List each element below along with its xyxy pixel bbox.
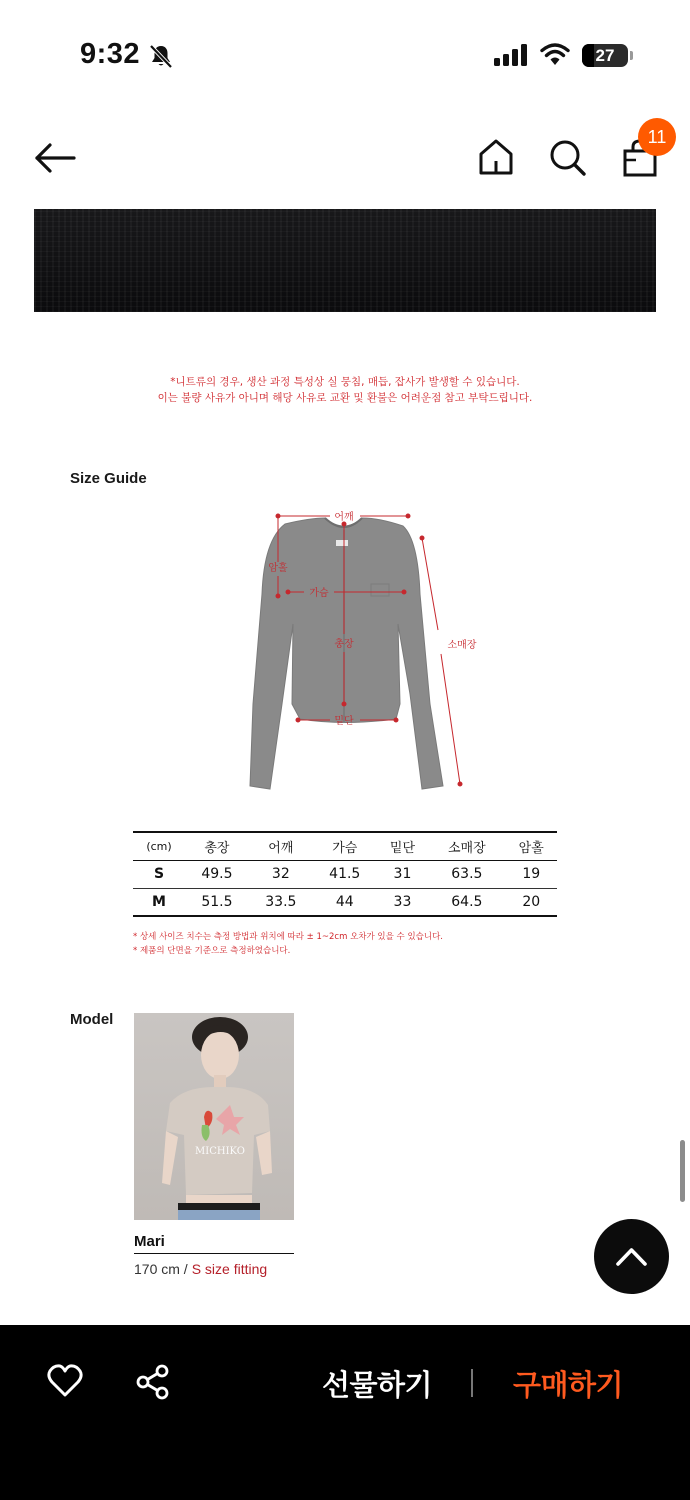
diagram-label-chest: 가슴 bbox=[309, 588, 329, 599]
size-table-cell: 20 bbox=[522, 893, 541, 910]
buy-button[interactable]: 구매하기 bbox=[513, 1368, 624, 1402]
bar-divider bbox=[471, 1369, 473, 1397]
diagram-label-sleeve: 소매장 bbox=[447, 640, 477, 651]
notice-line-2: 이는 불량 사유가 아니며 해당 사유로 교환 및 환불은 어려운점 참고 부탁드립니다. bbox=[157, 392, 533, 404]
share-icon[interactable] bbox=[135, 1364, 171, 1400]
size-guide-title: Size Guide bbox=[70, 470, 147, 487]
size-note: * 상세 사이즈 치수는 측정 방법과 위치에 따라 ± 1~2cm 오차가 있을 수 있습니다. bbox=[133, 932, 444, 942]
size-table-header: 밑단 bbox=[389, 840, 416, 856]
wifi-icon bbox=[540, 42, 570, 66]
diagram-label-length: 총장 bbox=[334, 639, 354, 650]
size-table-header-row bbox=[133, 832, 557, 860]
size-table-cell: 49.5 bbox=[201, 866, 233, 882]
size-table-header: 가슴 bbox=[332, 840, 358, 856]
size-table-row-m bbox=[133, 888, 557, 916]
size-table-header: 총장 bbox=[204, 840, 230, 856]
chevron-up-icon bbox=[594, 1219, 669, 1294]
battery-indicator bbox=[582, 44, 628, 67]
gift-button[interactable]: 선물하기 bbox=[322, 1368, 433, 1402]
heart-icon[interactable] bbox=[47, 1364, 83, 1398]
back-arrow-icon[interactable] bbox=[34, 142, 76, 174]
model-section-title: Model bbox=[70, 1011, 114, 1028]
scroll-to-top-button[interactable] bbox=[594, 1219, 669, 1294]
size-table bbox=[133, 831, 557, 917]
model-height bbox=[134, 1261, 267, 1277]
status-time: 9:32 bbox=[80, 38, 141, 70]
size-table-cell: 33 bbox=[393, 893, 412, 910]
size-label: S bbox=[153, 866, 165, 882]
size-table-cell: 32 bbox=[271, 866, 290, 882]
model-name: Mari bbox=[134, 1233, 294, 1254]
scrollbar[interactable] bbox=[680, 1140, 685, 1202]
search-icon[interactable] bbox=[548, 138, 588, 178]
battery-level: 27 bbox=[595, 46, 615, 65]
bell-muted-icon bbox=[148, 43, 174, 69]
size-table-cell: 19 bbox=[522, 866, 541, 882]
size-table-cell: 31 bbox=[393, 866, 412, 882]
size-table-cell: 51.5 bbox=[201, 893, 233, 910]
cardigan-illustration bbox=[250, 518, 443, 789]
model-photo bbox=[134, 1013, 294, 1220]
status-bar bbox=[0, 0, 690, 110]
cellular-signal-icon bbox=[494, 44, 530, 66]
size-table-unit: (cm) bbox=[146, 839, 172, 853]
cardigan-size-diagram bbox=[240, 504, 490, 800]
size-label: M bbox=[152, 893, 166, 910]
size-table-cell: 33.5 bbox=[265, 893, 297, 910]
size-table-cell: 63.5 bbox=[451, 866, 483, 882]
product-knit-detail-image bbox=[34, 209, 656, 312]
knit-care-notice bbox=[0, 374, 690, 406]
shirt-print-text: MICHIKO bbox=[195, 1146, 245, 1157]
diagram-label-hem: 밑단 bbox=[334, 716, 354, 727]
size-table-notes bbox=[133, 930, 443, 958]
size-table-row-s bbox=[133, 860, 557, 888]
model-fit-size: S size fitting bbox=[191, 1261, 268, 1277]
top-navigation bbox=[0, 110, 690, 205]
diagram-label-armhole: 암홀 bbox=[268, 563, 288, 574]
size-table-header: 어깨 bbox=[268, 840, 294, 856]
size-table-cell: 44 bbox=[335, 893, 354, 910]
model-height-value: 170 cm / bbox=[134, 1261, 188, 1277]
home-icon[interactable] bbox=[478, 138, 514, 176]
bottom-action-bar bbox=[0, 1325, 690, 1500]
diagram-label-shoulder: 어깨 bbox=[334, 512, 354, 523]
size-table-header: 암홀 bbox=[518, 840, 544, 856]
model-photo-illustration bbox=[134, 1013, 294, 1220]
size-table-cell: 41.5 bbox=[329, 866, 361, 882]
battery-cap bbox=[630, 51, 633, 60]
size-table-header: 소매장 bbox=[447, 840, 486, 856]
size-table-cell: 64.5 bbox=[451, 893, 483, 910]
size-note: * 제품의 단면을 기준으로 측정하였습니다. bbox=[133, 946, 291, 956]
notice-line-1: *니트류의 경우, 생산 과정 특성상 실 뭉침, 매듭, 잡사가 발생할 수 있습니다. bbox=[170, 376, 520, 388]
cart-count-badge: 11 bbox=[638, 118, 676, 156]
